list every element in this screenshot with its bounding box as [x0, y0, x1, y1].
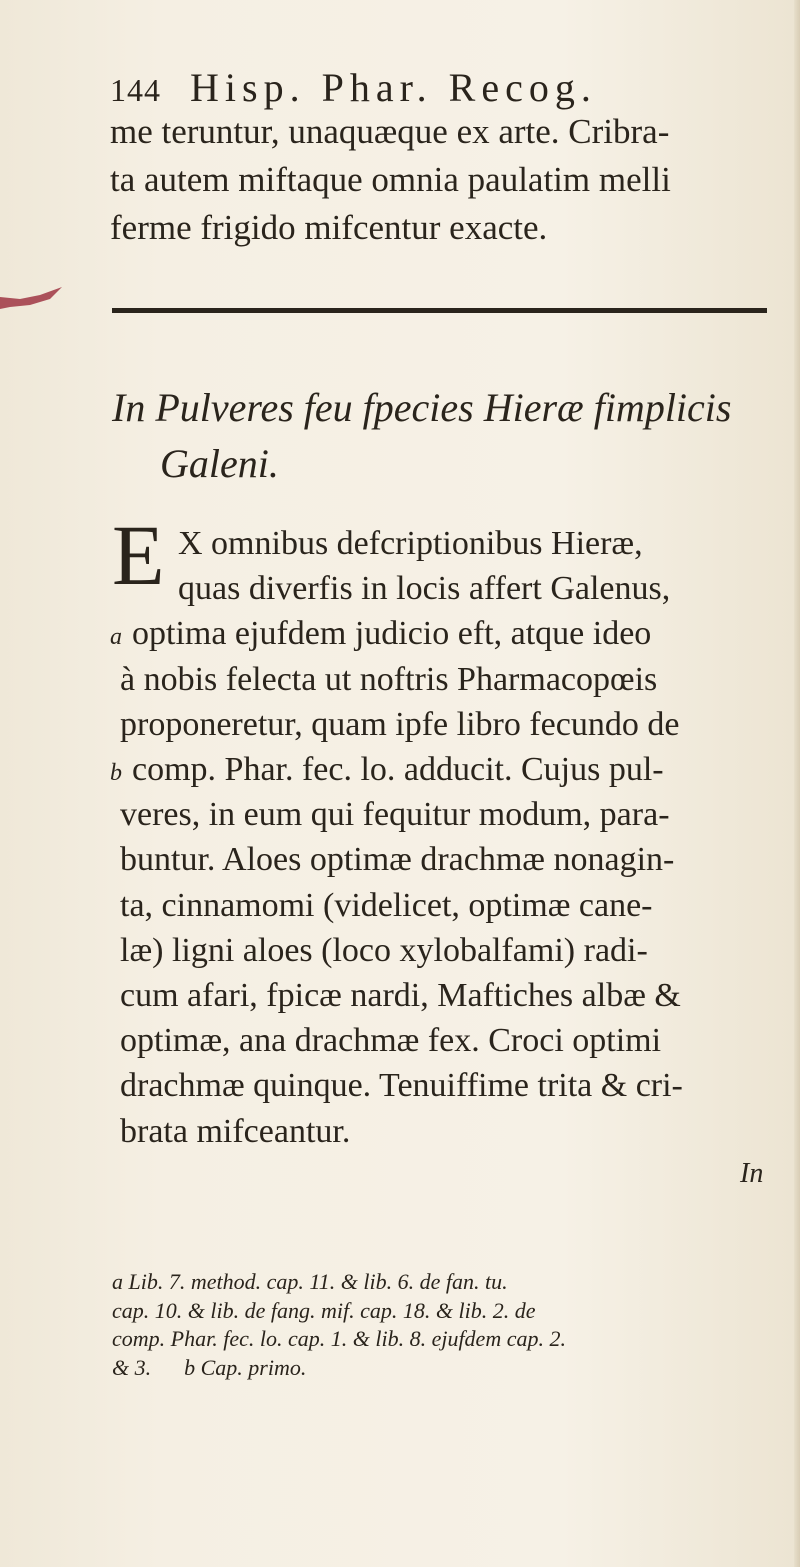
heading-line: In Pulveres feu fpecies Hieræ fimplicis	[112, 385, 732, 430]
footnote-line: a Lib. 7. method. cap. 11. & lib. 6. de fan. tu.	[112, 1269, 508, 1294]
paragraph-line: b comp. Phar. fec. lo. adducit. Cujus pul-	[110, 751, 664, 789]
heading-line: Galeni.	[160, 441, 279, 486]
footnote-marker: a	[110, 624, 122, 651]
paragraph-line: drachmæ quinque. Tenuiffime trita & cri-	[120, 1067, 683, 1105]
footnote-line: comp. Phar. fec. lo. cap. 1. & lib. 8. ejufdem cap. 2.	[112, 1326, 566, 1351]
section-rule	[112, 308, 767, 313]
running-header	[110, 64, 750, 112]
text-line: me teruntur, unaquæque ex arte. Cribra-	[110, 112, 670, 151]
page-number: 144	[110, 72, 161, 108]
drop-capital: E	[112, 507, 165, 603]
footnotes	[112, 1268, 772, 1382]
paragraph-line: quas diverfis in locis affert Galenus,	[178, 570, 671, 608]
paragraph-line: brata mifceantur.	[120, 1112, 351, 1150]
section-heading	[112, 380, 772, 492]
paragraph-line: læ) ligni aloes (loco xylobalfami) radi-	[120, 931, 648, 969]
paragraph-line: X omnibus defcriptionibus Hieræ,	[178, 525, 643, 562]
paragraph-line: proponeretur, quam ipfe libro fecundo de	[120, 705, 680, 743]
page-edge	[794, 0, 800, 1567]
paragraph-line: cum afari, fpicæ nardi, Maftiches albæ &	[120, 977, 681, 1015]
text-line: ferme frigido mifcentur exacte.	[110, 208, 548, 247]
paragraph-line: buntur. Aloes optimæ drachmæ nonagin-	[120, 841, 675, 879]
running-title: Hisp. Phar. Recog.	[190, 65, 597, 110]
footnote-line: cap. 10. & lib. de fang. mif. cap. 18. & lib. 2. de	[112, 1297, 536, 1323]
margin-mark	[0, 285, 70, 315]
paragraph-line: a optima ejufdem judicio eft, atque ideo	[110, 615, 652, 653]
paragraph-line: optimæ, ana drachmæ fex. Croci optimi	[120, 1022, 662, 1060]
footnote-line: & 3. b Cap. primo.	[112, 1354, 307, 1380]
paragraph-line: ta, cinnamomi (videlicet, optimæ cane-	[120, 886, 653, 924]
top-text	[110, 108, 770, 252]
paragraph-line: à nobis felecta ut noftris Pharmacopœis	[120, 660, 658, 698]
footnote-marker: b	[110, 760, 122, 787]
text-line: ta autem miftaque omnia paulatim melli	[110, 160, 671, 199]
paragraph-line: veres, in eum qui fequitur modum, para-	[120, 796, 670, 834]
recipe-paragraph	[110, 523, 775, 1156]
catchword: In	[740, 1158, 764, 1189]
